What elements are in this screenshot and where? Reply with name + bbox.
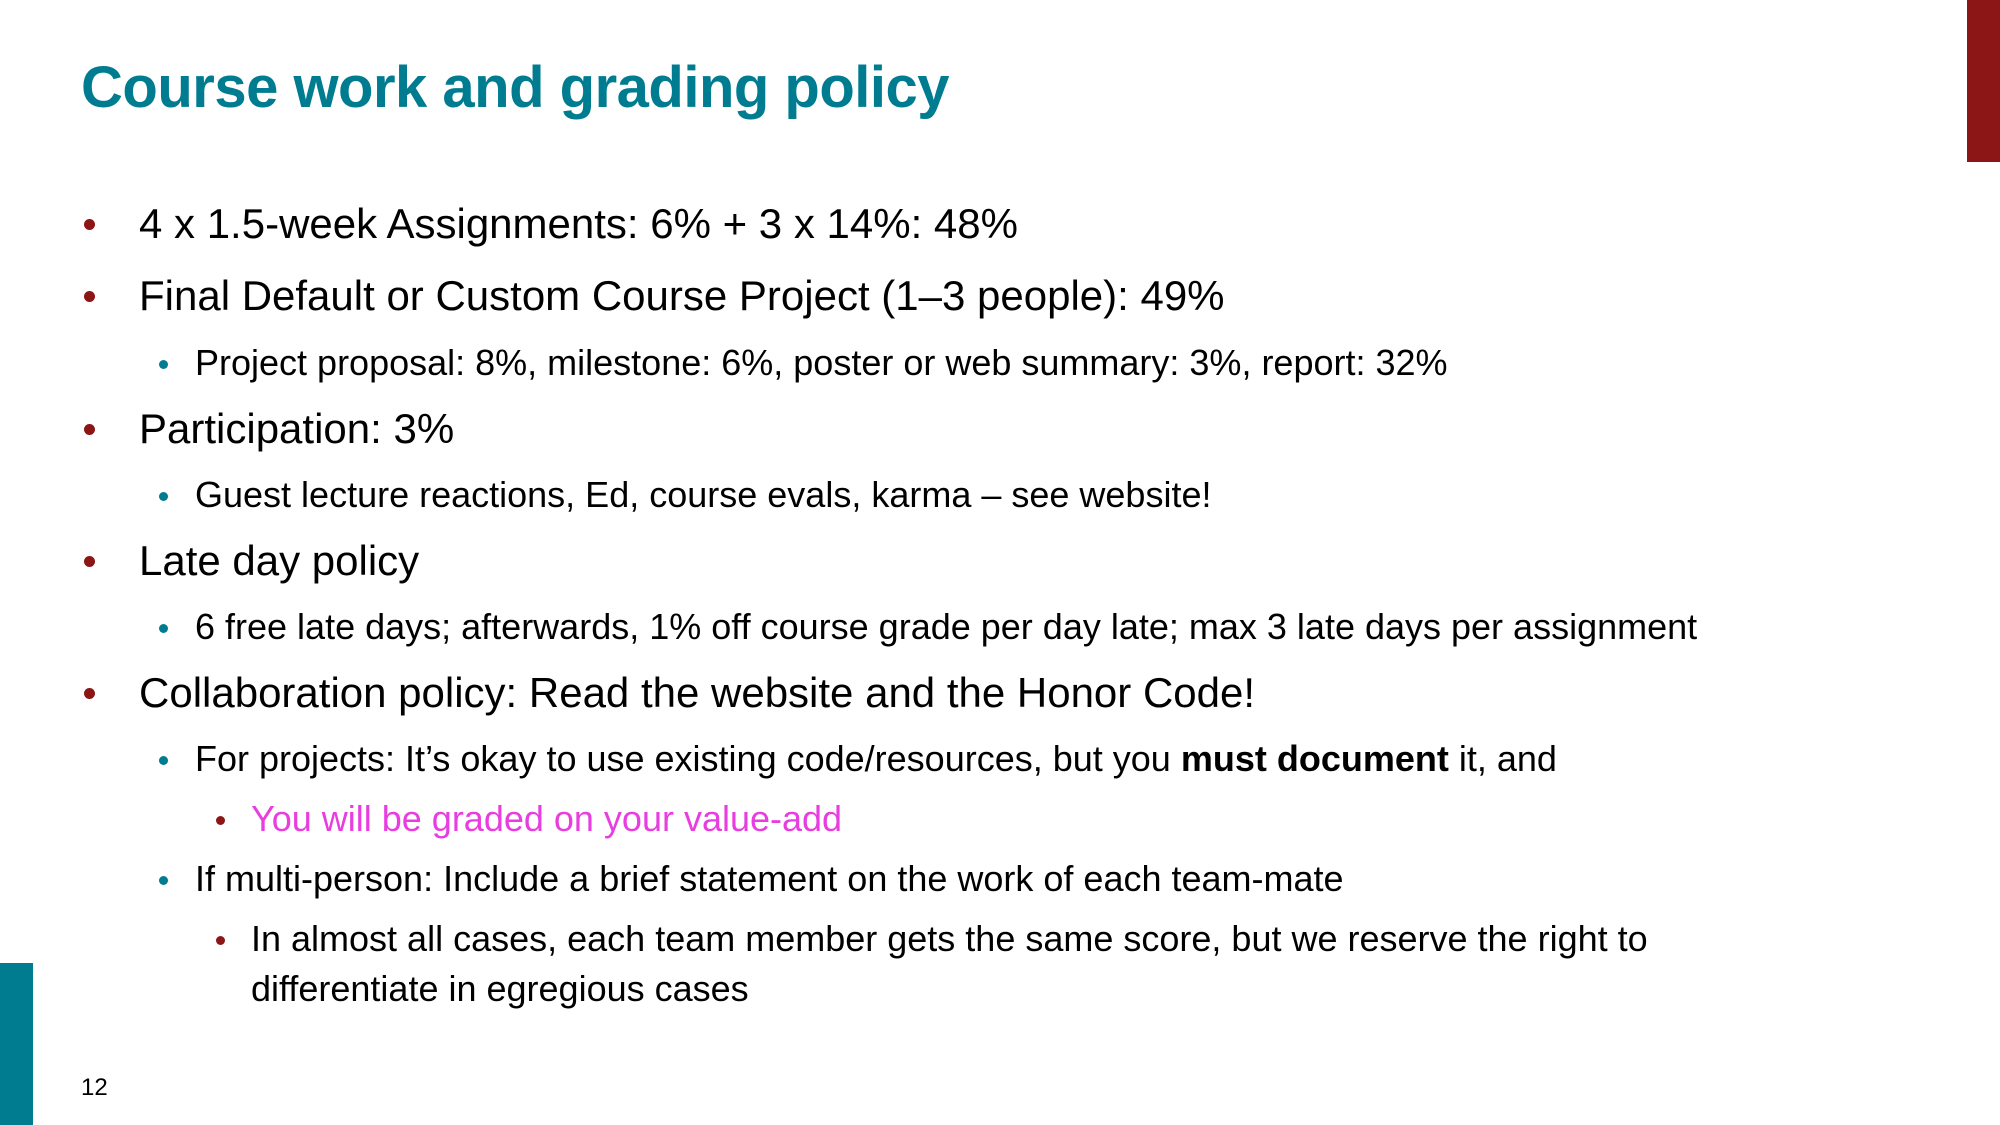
- bullet-item-same-score: [251, 918, 1648, 960]
- bullet-dot-icon: [159, 756, 168, 765]
- bullet-dot-icon: [84, 424, 95, 435]
- bullet-dot-icon: [84, 688, 95, 699]
- bullet-item-value-add: [251, 798, 842, 840]
- bullet-text: Guest lecture reactions, Ed, course evals, karma – see website!: [195, 474, 1212, 515]
- page-number: 12: [81, 1074, 108, 1101]
- bullet-text: 6 free late days; afterwards, 1% off course grade per day late; max 3 late days per assignment: [195, 606, 1698, 647]
- bullet-item-collaboration-policy: [139, 669, 1255, 717]
- bullet-dot-icon: [216, 816, 225, 825]
- bullet-text: Project proposal: 8%, milestone: 6%, poster or web summary: 3%, report: 32%: [195, 342, 1448, 383]
- bullet-item-participation: [139, 405, 454, 453]
- bullet-text: If multi-person: Include a brief statement on the work of each team-mate: [195, 858, 1344, 899]
- bullet-item-final-project: [139, 272, 1225, 320]
- bullet-text: Participation: 3%: [139, 405, 455, 452]
- bullet-dot-icon: [84, 291, 95, 302]
- bullet-dot-icon: [159, 624, 168, 633]
- bullet-text-highlight: You will be graded on your value-add: [251, 798, 843, 839]
- bullet-text: 4 x 1.5-week Assignments: 6% + 3 x 14%: 48%: [139, 200, 1018, 247]
- bullet-text: In almost all cases, each team member gets the same score, but we reserve the right to: [251, 918, 1648, 959]
- bullet-item-multi-person: [195, 858, 1344, 900]
- bullet-item-for-projects: [195, 738, 1557, 780]
- bullet-dot-icon: [216, 936, 225, 945]
- bullet-text: For projects: It’s okay to use existing code/resources, but you: [195, 738, 1181, 779]
- bullet-dot-icon: [84, 556, 95, 567]
- top-right-accent-bar: [1967, 0, 2000, 162]
- bullet-text-bold: must document: [1180, 738, 1449, 779]
- bullet-text: differentiate in egregious cases: [251, 968, 749, 1009]
- bullet-item-late-day-details: [195, 606, 1697, 648]
- slide-title: Course work and grading policy: [81, 55, 950, 120]
- bullet-text: Collaboration policy: Read the website and the Honor Code!: [139, 669, 1256, 716]
- bullet-item-participation-details: [195, 474, 1211, 516]
- bullet-text: Final Default or Custom Course Project (1–3 people): 49%: [139, 272, 1225, 319]
- bullet-dot-icon: [159, 360, 168, 369]
- bullet-dot-icon: [159, 876, 168, 885]
- bullet-item-project-breakdown: [195, 342, 1448, 384]
- bullet-dot-icon: [159, 492, 168, 501]
- bottom-left-accent-bar: [0, 963, 33, 1125]
- bullet-dot-icon: [84, 219, 95, 230]
- bullet-text: it, and: [1448, 738, 1557, 779]
- bullet-item-late-day-policy: [139, 537, 419, 585]
- bullet-text: Late day policy: [139, 537, 420, 584]
- bullet-item-same-score-continued: [251, 968, 749, 1010]
- bullet-item-assignments: [139, 200, 1018, 248]
